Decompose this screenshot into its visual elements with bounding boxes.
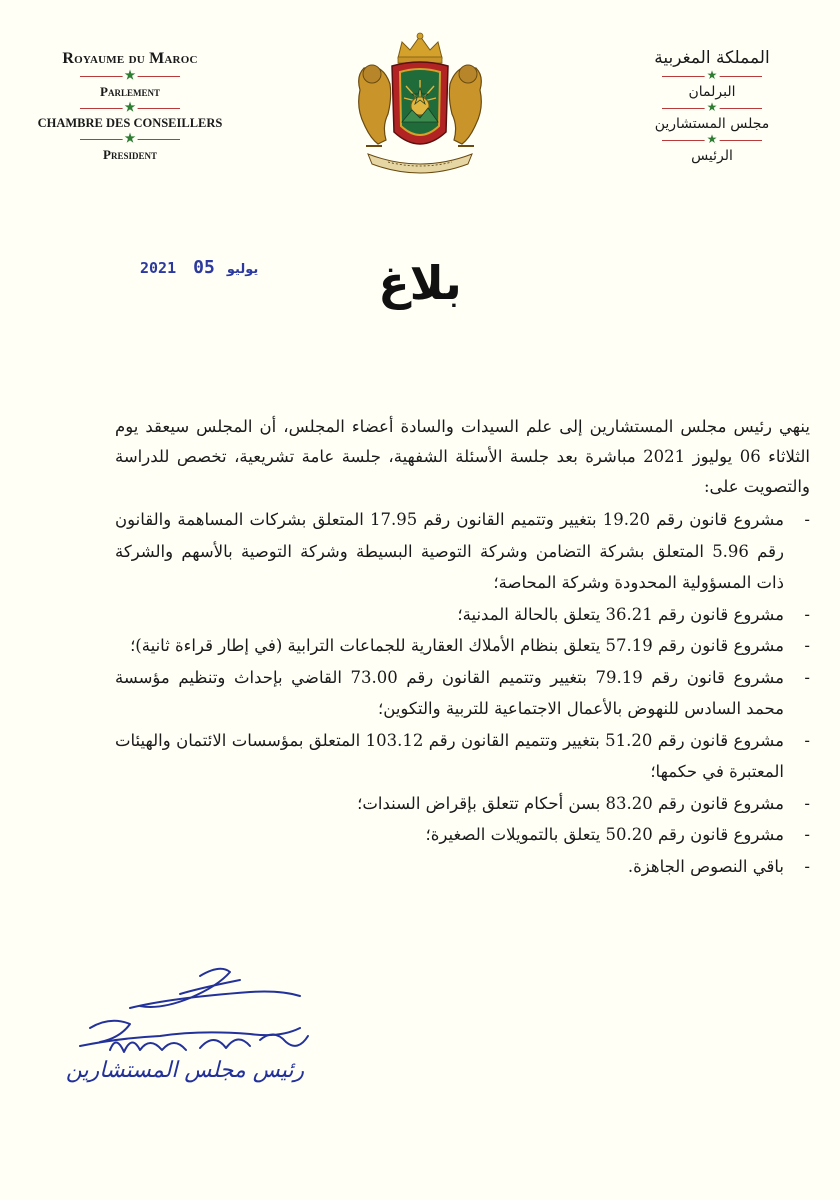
crown-icon: [398, 33, 442, 63]
header-president-ar: الرئيس: [691, 148, 733, 164]
document-body: [115, 412, 810, 882]
list-item: - مشروع قانون رقم 36.21 يتعلق بالحالة المدنية؛: [457, 604, 810, 624]
header-divider: [80, 69, 180, 83]
signatory-title: رئيس مجلس المستشارين: [65, 1058, 305, 1083]
star-icon: ★: [124, 131, 136, 145]
header-divider: [80, 101, 180, 115]
star-icon: ★: [706, 100, 718, 114]
header-kingdom-ar: المملكة المغربية: [654, 48, 770, 68]
agenda-list: [115, 504, 810, 882]
list-item: - مشروع قانون رقم 19.20 بتغيير وتتميم القانون رقم 17.95 المتعلق بشركات المساهمة والقانون رقم 5.96 المتعلق بشركة التضامن وشركة التوصية البسيطة وشركة التوصية بالأسهم والشركة ذات المسؤولية المحدودة وشركة المحاصة؛: [115, 510, 810, 592]
star-icon: ★: [706, 68, 718, 82]
star-icon: ★: [706, 132, 718, 146]
coat-of-arms-emblem: [342, 28, 498, 178]
header-kingdom-fr: Royaume du Maroc: [62, 50, 198, 67]
header-divider: [662, 101, 762, 115]
star-icon: ★: [124, 68, 136, 82]
page-title: بلاغ: [378, 256, 462, 310]
intro-paragraph: ينهي رئيس مجلس المستشارين إلى علم السيدات والسادة أعضاء المجلس، أن المجلس سيعقد يوم الثلاثاء 06 يوليوز 2021 مباشرة بعد جلسة الأسئلة الشفهية، جلسة عامة تشريعية، تخصص للدراسة والتصويت على:: [115, 417, 810, 496]
header-divider: [80, 132, 180, 146]
header-parliament-fr: Parlement: [100, 84, 160, 99]
lion-left-icon: [359, 65, 391, 146]
lion-right-icon: [449, 65, 481, 146]
list-item: - مشروع قانون رقم 83.20 بسن أحكام تتعلق بإقراض السندات؛: [357, 793, 810, 813]
header-divider: [662, 69, 762, 83]
date-month: يوليو: [226, 262, 259, 277]
date-year: 2021: [140, 259, 177, 277]
star-icon: ★: [124, 100, 136, 114]
date-day: 05: [193, 257, 215, 278]
list-item: - باقي النصوص الجاهزة.: [627, 856, 810, 876]
list-item: - مشروع قانون رقم 50.20 يتعلق بالتمويلات الصغيرة؛: [425, 825, 810, 844]
header-parliament-ar: البرلمان: [688, 84, 736, 100]
list-item: - مشروع قانون رقم 79.19 بتغيير وتتميم القانون رقم 73.00 القاضي بإحداث وتنظيم مؤسسة محمد السادس للنهوض بالأعمال الاجتماعية للتربية والتكوين؛: [115, 667, 810, 718]
header-chamber-ar: مجلس المستشارين: [654, 116, 770, 132]
header-divider: [662, 133, 762, 147]
header-arabic: [612, 48, 812, 164]
header-president-fr: President: [103, 147, 157, 162]
list-item: - مشروع قانون رقم 51.20 بتغيير وتتميم القانون رقم 103.12 المتعلق بمؤسسات الائتمان والهيئات المعتبرة في حكمها؛: [115, 730, 810, 781]
header-french: [30, 50, 230, 163]
list-item: - مشروع قانون رقم 57.19 يتعلق بنظام الأملاك العقارية للجماعات الترابية (في إطار قراءة ثانية)؛: [130, 636, 810, 655]
header-chamber-fr: CHAMBRE DES CONSEILLERS: [37, 116, 223, 130]
